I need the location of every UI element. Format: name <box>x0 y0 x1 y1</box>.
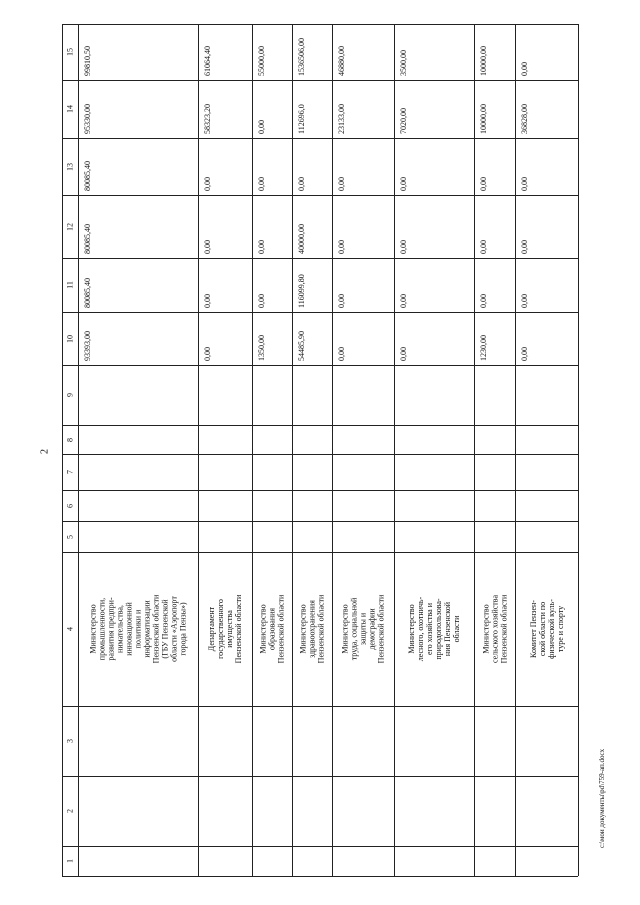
agency-cell <box>292 552 332 706</box>
value-cell-c15 <box>474 24 515 80</box>
value-cell-c13 <box>394 138 474 195</box>
value-text: 0,00 <box>297 177 306 191</box>
column-header-15-text: 15 <box>65 48 75 56</box>
value-cell-c14 <box>292 80 332 138</box>
agency-cell-text: Министерство образования Пензенской области <box>258 594 286 664</box>
value-text: 1536506,00 <box>297 38 306 76</box>
column-header-3-text: 3 <box>65 739 75 743</box>
value-text: 10000,00 <box>479 104 488 134</box>
value-cell-c13 <box>332 138 394 195</box>
value-text: 112696,0 <box>297 104 306 134</box>
value-cell-c13 <box>252 138 292 195</box>
value-text: 0,00 <box>399 240 408 254</box>
footer-path-text: c:\мои документы\pd\759-ап.docx <box>598 748 606 848</box>
value-text: 0,00 <box>479 240 488 254</box>
row-border <box>578 24 579 876</box>
column-header-7-text: 7 <box>65 470 75 474</box>
agency-cell <box>394 552 474 706</box>
value-text: 0,00 <box>399 177 408 191</box>
agency-cell-text: Министерство лесного, охотничь- его хозяйства и природопользова- ния Пензенской области <box>407 596 461 662</box>
agency-cell-text: Министерство промышленности, развития предпри- нимательства, инновационной политики и информатизации Пензенской области (ГБУ Пензенской области «Аэропорт города Пензы») <box>88 594 188 664</box>
column-header-12-text: 12 <box>65 222 75 231</box>
value-text: 0,00 <box>257 120 266 134</box>
value-cell-c14 <box>515 80 578 138</box>
column-header-9 <box>62 365 78 425</box>
value-cell-c12 <box>332 195 394 258</box>
value-text: 116099,80 <box>297 274 306 308</box>
column-header-9-text: 9 <box>65 393 75 397</box>
agency-cell <box>198 552 252 706</box>
column-header-5-text: 5 <box>65 534 75 539</box>
value-text: 0,00 <box>203 294 212 308</box>
agency-cell-text: Комитет Пензен- ской области по физической куль- туре и спорту <box>528 599 565 659</box>
value-cell-c11 <box>252 258 292 312</box>
column-header-8-text: 8 <box>65 437 75 442</box>
value-cell-c10 <box>474 312 515 365</box>
agency-cell <box>474 552 515 706</box>
value-text: 54485,90 <box>297 331 306 361</box>
value-cell-c11 <box>474 258 515 312</box>
column-header-6 <box>62 490 78 521</box>
column-header-15 <box>62 24 78 80</box>
agency-cell-text: Министерство сельского хозяйства Пензенской области <box>481 594 508 664</box>
agency-cell <box>252 552 292 706</box>
column-header-11 <box>62 258 78 312</box>
value-cell-c12 <box>474 195 515 258</box>
value-cell-c15 <box>292 24 332 80</box>
value-cell-c14 <box>332 80 394 138</box>
column-header-1 <box>62 846 78 876</box>
value-cell-c12 <box>394 195 474 258</box>
value-text: 0,00 <box>399 294 408 308</box>
value-text: 0,00 <box>257 177 266 191</box>
value-cell-c10 <box>198 312 252 365</box>
value-text: 0,00 <box>203 240 212 254</box>
value-text: 10000,00 <box>479 46 488 76</box>
column-border <box>62 365 578 366</box>
value-text: 55000,00 <box>257 46 266 76</box>
column-header-2-text: 2 <box>65 809 75 813</box>
column-header-13-text: 13 <box>65 162 75 171</box>
value-text: 80085,40 <box>83 224 92 254</box>
value-cell-c11 <box>332 258 394 312</box>
column-header-14 <box>62 80 78 138</box>
value-text: 0,00 <box>257 294 266 308</box>
value-text: 23133,00 <box>337 104 346 134</box>
value-cell-c15 <box>332 24 394 80</box>
column-header-3 <box>62 706 78 776</box>
value-text: 0,00 <box>257 240 266 254</box>
value-cell-c14 <box>252 80 292 138</box>
value-cell-c12 <box>252 195 292 258</box>
column-header-11-text: 11 <box>65 281 75 289</box>
value-cell-c10 <box>292 312 332 365</box>
value-text: 3500,00 <box>399 50 408 76</box>
agency-cell <box>332 552 394 706</box>
column-header-2 <box>62 776 78 846</box>
value-cell-c11 <box>292 258 332 312</box>
value-text: 7020,00 <box>399 108 408 134</box>
value-text: 0,00 <box>337 177 346 191</box>
value-text: 95330,00 <box>83 104 92 134</box>
value-cell-c10 <box>515 312 578 365</box>
value-cell-c12 <box>78 195 198 258</box>
value-text: 80085,40 <box>83 161 92 191</box>
value-cell-c11 <box>394 258 474 312</box>
value-cell-c14 <box>78 80 198 138</box>
value-cell-c11 <box>198 258 252 312</box>
value-cell-c10 <box>332 312 394 365</box>
value-cell-c10 <box>394 312 474 365</box>
column-header-1-text: 1 <box>65 859 75 863</box>
column-header-4 <box>62 552 78 706</box>
value-text: 0,00 <box>520 240 529 254</box>
agency-cell-text: Министерство труда, социальной защиты и демографии Пензенской области <box>340 594 386 664</box>
column-header-4-text: 4 <box>65 627 75 631</box>
agency-cell-text: Департамент государственного имущества Пензенской области <box>207 594 243 664</box>
value-text: 0,00 <box>520 177 529 191</box>
value-text: 61064,40 <box>203 46 212 76</box>
column-border <box>62 846 578 847</box>
value-text: 58323,20 <box>203 104 212 134</box>
value-text: 99810,50 <box>83 46 92 76</box>
value-cell-c10 <box>78 312 198 365</box>
value-cell-c13 <box>198 138 252 195</box>
value-text: 80085,40 <box>83 278 92 308</box>
value-cell-c15 <box>394 24 474 80</box>
column-border <box>62 454 578 455</box>
value-text: 0,00 <box>337 240 346 254</box>
value-text: 0,00 <box>337 294 346 308</box>
column-header-6-text: 6 <box>65 503 75 508</box>
page-number: 2 <box>39 449 51 454</box>
value-text: 0,00 <box>203 177 212 191</box>
agency-cell <box>78 552 198 706</box>
value-text: 0,00 <box>479 294 488 308</box>
value-cell-c14 <box>198 80 252 138</box>
value-cell-c15 <box>78 24 198 80</box>
value-cell-c13 <box>292 138 332 195</box>
value-cell-c11 <box>78 258 198 312</box>
value-cell-c13 <box>474 138 515 195</box>
column-header-12 <box>62 195 78 258</box>
column-header-13 <box>62 138 78 195</box>
agency-cell <box>515 552 578 706</box>
value-text: 0,00 <box>337 347 346 361</box>
value-cell-c12 <box>515 195 578 258</box>
value-cell-c13 <box>515 138 578 195</box>
column-header-5 <box>62 521 78 552</box>
value-text: 1350,00 <box>257 335 266 361</box>
value-cell-c11 <box>515 258 578 312</box>
value-text: 0,00 <box>520 347 529 361</box>
agency-cell-text: Министерство здравоохранения Пензенской области <box>298 594 326 664</box>
column-header-10 <box>62 312 78 365</box>
value-cell-c10 <box>252 312 292 365</box>
value-text: 1230,00 <box>479 335 488 361</box>
column-header-14-text: 14 <box>65 105 75 113</box>
value-cell-c12 <box>198 195 252 258</box>
column-border <box>62 706 578 707</box>
value-text: 46880,00 <box>337 46 346 76</box>
value-cell-c15 <box>198 24 252 80</box>
value-cell-c14 <box>474 80 515 138</box>
value-text: 40000,00 <box>297 224 306 254</box>
column-border <box>62 521 578 522</box>
value-text: 0,00 <box>520 294 529 308</box>
value-text: 0,00 <box>520 62 529 76</box>
value-cell-c13 <box>78 138 198 195</box>
column-header-8 <box>62 425 78 454</box>
value-text: 93393,00 <box>83 331 92 361</box>
column-border <box>62 876 578 877</box>
value-cell-c15 <box>515 24 578 80</box>
column-border <box>62 776 578 777</box>
column-border <box>62 490 578 491</box>
column-header-7 <box>62 454 78 490</box>
value-cell-c14 <box>394 80 474 138</box>
value-text: 0,00 <box>399 347 408 361</box>
value-text: 0,00 <box>203 347 212 361</box>
column-border <box>62 425 578 426</box>
value-cell-c15 <box>252 24 292 80</box>
value-text: 0,00 <box>479 177 488 191</box>
value-cell-c12 <box>292 195 332 258</box>
value-text: 36828,00 <box>520 104 529 134</box>
column-header-10-text: 10 <box>65 334 75 343</box>
